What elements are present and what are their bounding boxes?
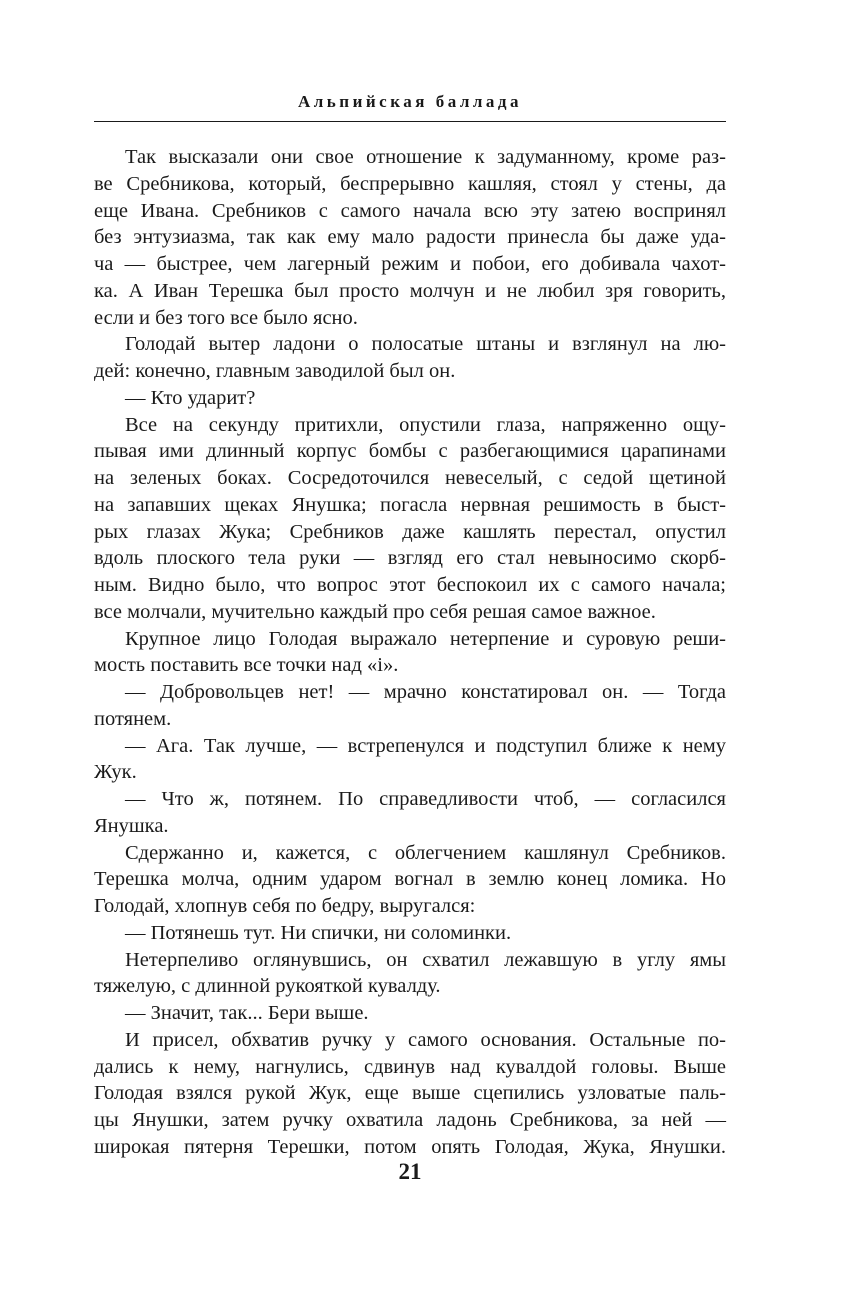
text-line: — Кто ударит? — [125, 386, 256, 409]
text-line: без энтузиазма, так как ему мало радости принесла бы даже уда- — [94, 226, 726, 249]
text-line: Все на секунду притихли, опустили глаза, напряженно ощу- — [125, 413, 726, 436]
text-line: Голодай, хлопнув себя по бедру, выругался: — [94, 895, 476, 917]
text-line: вдоль плоского тела руки — взгляд его стал невыносимо скорб- — [94, 547, 726, 570]
text-line: — Добровольцев нет! — мрачно констатировал он. — Тогда — [125, 681, 726, 703]
text-line: тяжелую, с длинной рукояткой кувалду. — [94, 975, 441, 998]
text-line: — Потянешь тут. Ни спички, ни соломинки. — [125, 921, 512, 944]
text-line: еще Ивана. Сребников с самого начала всю эту затею воспринял — [94, 199, 726, 222]
text-line: пывая ими длинный корпус бомбы с разбегающимися царапинами — [94, 440, 726, 463]
text-line: И присел, обхватив ручку у самого основания. Остальные по- — [125, 1028, 726, 1051]
text-line: цы Янушки, затем ручку охватила ладонь Сребникова, за ней — — [94, 1109, 726, 1131]
text-line: — Значит, так... Бери выше. — [125, 1002, 369, 1024]
text-line: мость поставить все точки над «і». — [94, 654, 399, 677]
text-line: ка. А Иван Терешка был просто молчун и не любил зря говорить, — [94, 279, 726, 302]
text-line: широкая пятерня Терешки, потом опять Голодая, Жука, Янушки. — [94, 1135, 726, 1158]
text-line: Голодай вытер ладони о полосатые штаны и взглянул на лю- — [125, 333, 726, 356]
text-line: Терешка молча, одним ударом вогнал в землю конец ломика. Но — [94, 868, 726, 891]
text-line: все молчали, мучительно каждый про себя решая самое важное. — [94, 600, 656, 623]
text-line: Сдержанно и, кажется, с облегчением кашлянул Сребников. — [125, 841, 726, 864]
text-line: Голодая взялся рукой Жук, еще выше сцепились узловатые паль- — [94, 1082, 726, 1105]
text-line: рых глазах Жука; Сребников даже кашлять перестал, опустил — [94, 520, 726, 543]
text-line: Нетерпеливо оглянувшись, он схватил лежавшую в углу ямы — [125, 948, 726, 971]
text-line: ным. Видно было, что вопрос этот беспокоил их с самого начала; — [94, 574, 726, 596]
page-number: 21 — [398, 1159, 422, 1184]
text-line: Так высказали они свое отношение к задуманному, кроме раз- — [125, 146, 726, 168]
text-line: Янушка. — [94, 814, 169, 837]
text-line: если и без того все было ясно. — [94, 306, 358, 329]
text-line: ча — быстрее, чем лагерный режим и побои, его добивала чахот- — [94, 253, 726, 275]
header-rule — [94, 121, 726, 122]
text-line: потянем. — [94, 707, 172, 730]
body-text — [94, 144, 726, 1161]
running-title: Альпийская баллада — [297, 92, 523, 111]
text-line: — Ага. Так лучше, — встрепенулся и подступил ближе к нему — [125, 734, 726, 757]
text-line: Крупное лицо Голодая выражало нетерпение и суровую реши- — [125, 627, 726, 650]
text-line: дей: конечно, главным заводилой был он. — [94, 360, 456, 382]
text-line: ве Сребникова, который, беспрерывно кашляя, стоял у стены, да — [94, 172, 726, 195]
text-line: — Что ж, потянем. По справедливости чтоб, — согласился — [125, 788, 726, 810]
text-line: дались к нему, нагнулись, сдвинув над кувалдой головы. Выше — [94, 1055, 726, 1078]
text-line: на запавших щеках Янушка; погасла нервная решимость в быст- — [94, 493, 726, 516]
text-line: на зеленых боках. Сосредоточился невеселый, с седой щетиной — [94, 467, 726, 489]
text-line: Жук. — [94, 761, 137, 784]
